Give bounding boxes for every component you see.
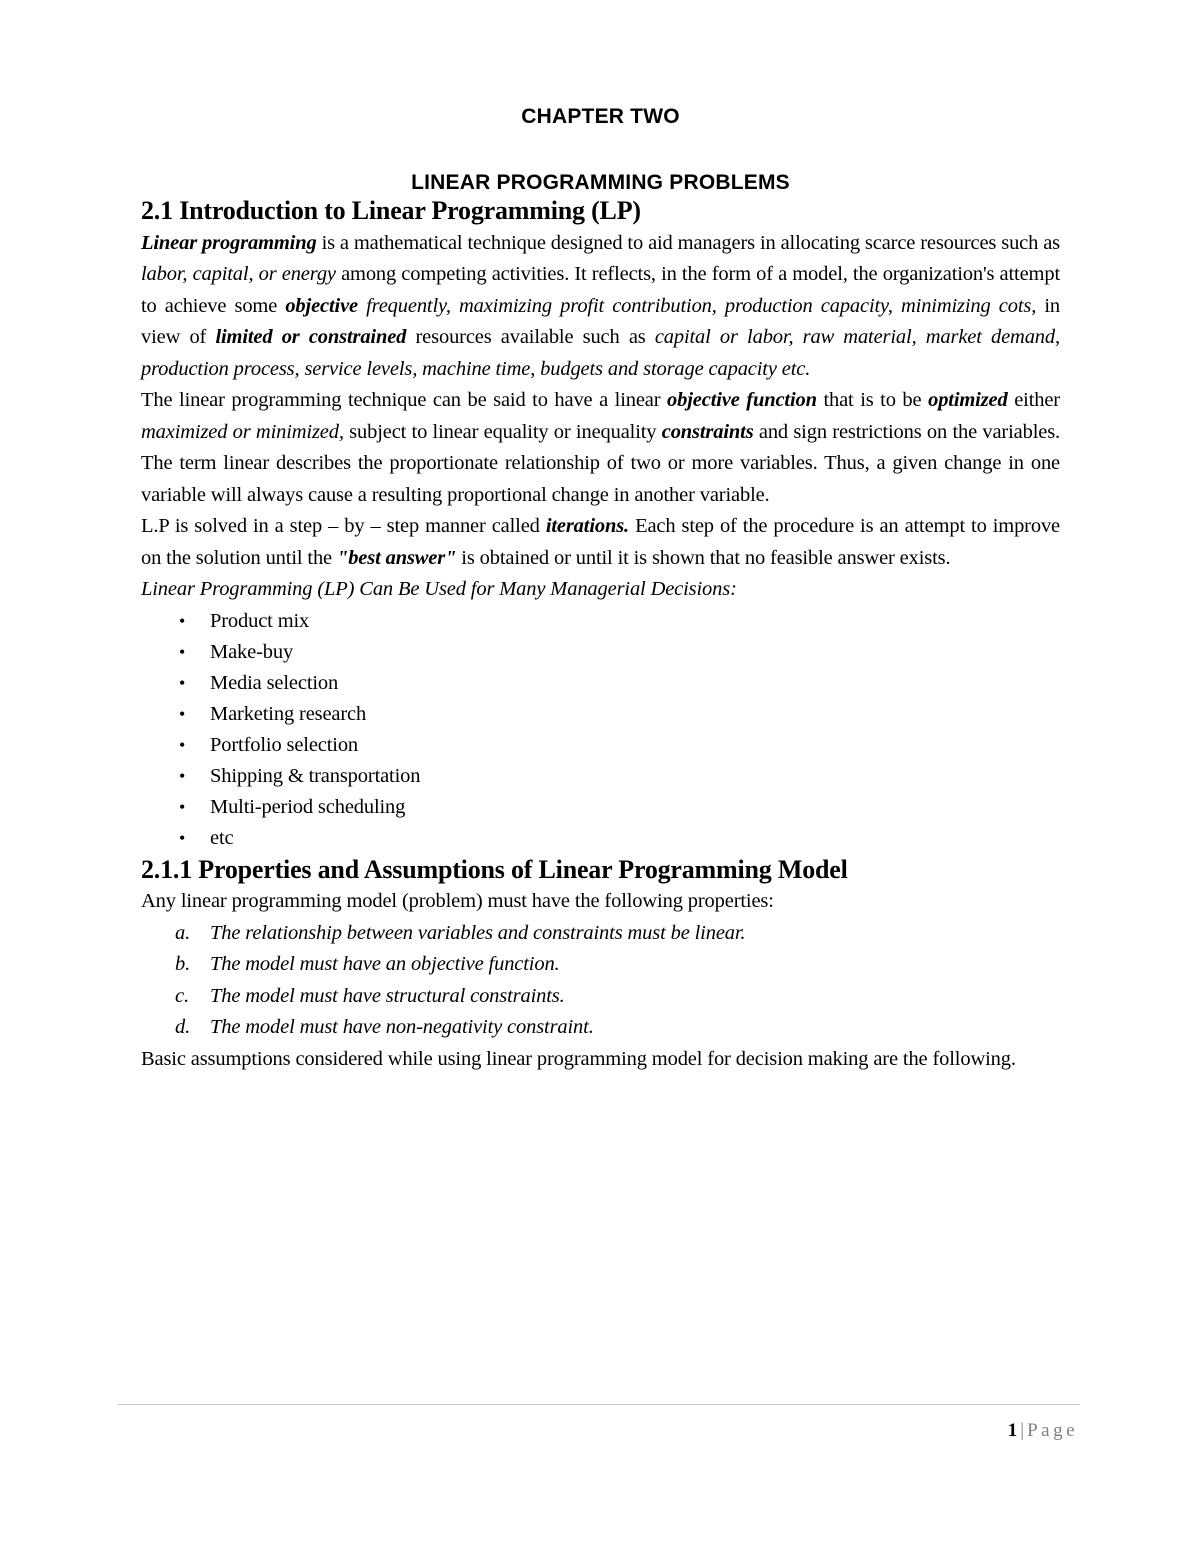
bullet-icon: • xyxy=(179,703,186,724)
list-item-label: The model must have an objective function. xyxy=(210,953,560,976)
bullet-icon: • xyxy=(179,610,186,631)
list-item xyxy=(141,668,1060,699)
bullet-icon: • xyxy=(179,641,186,662)
emph-objective-function: objective function xyxy=(667,389,817,412)
emph-frequently-maximizing: frequently, maximizing profit contribution, production capacity, minimizing cots, xyxy=(357,294,1037,317)
p1-seg7: in view of xyxy=(141,294,1060,349)
page-footer xyxy=(118,1404,1080,1443)
emph-best-answer: "best answer" xyxy=(336,546,457,569)
list-item-label: Portfolio selection xyxy=(210,733,359,756)
list-item-label: The model must have non-negativity constraint. xyxy=(210,1016,594,1039)
list-item-label: The model must have structural constraints. xyxy=(210,984,565,1007)
managerial-decisions-italic-text: Linear Programming (LP) Can Be Used for Many Managerial Decisions: xyxy=(141,578,737,601)
p2-seg9: and sign restrictions on the variables. The term linear describes the proportionate relationship of two or more variables. Thus, a given change in one variable will always cause a resulting proportional change in another variable. xyxy=(141,420,1060,506)
footer-divider xyxy=(118,1404,1080,1405)
p3-seg5: is obtained or until it is shown that no feasible answer exists. xyxy=(456,546,951,569)
list-item xyxy=(141,730,1060,761)
footer-page-indicator xyxy=(118,1419,1080,1443)
list-item-marker: c. xyxy=(175,984,189,1007)
p1-seg9: resources available such as xyxy=(406,326,655,349)
list-item xyxy=(141,761,1060,792)
list-item-label: Make-buy xyxy=(210,640,294,663)
heading-2-1-1-properties: 2.1.1 Properties and Assumptions of Linear Programming Model xyxy=(141,854,848,884)
list-item xyxy=(141,981,1060,1013)
managerial-decisions-lead-in xyxy=(141,574,1060,606)
properties-lead-in: Any linear programming model (problem) must have the following properties: xyxy=(141,890,774,913)
list-item-label: Media selection xyxy=(210,671,339,694)
list-item-label: Marketing research xyxy=(210,702,367,725)
bullet-icon: • xyxy=(179,796,186,817)
heading-2-1-introduction: 2.1 Introduction to Linear Programming (LP) xyxy=(141,196,641,226)
list-item-label: Shipping & transportation xyxy=(210,764,421,787)
list-item xyxy=(141,637,1060,668)
p2-seg1: The linear programming technique can be said to have a linear xyxy=(141,389,668,412)
paragraph-objective-function xyxy=(141,385,1060,511)
p1-seg4: among competing activities. It reflects, in the form of a model, the organization's attempt to achieve some xyxy=(141,263,1060,317)
subject-title: LINEAR PROGRAMMING PROBLEMS xyxy=(411,171,790,195)
list-item-marker: d. xyxy=(175,1016,191,1039)
emph-labor-capital-energy: labor, capital, or energy xyxy=(141,263,336,286)
emph-linear-programming: Linear programming xyxy=(141,231,317,254)
footer-separator: | xyxy=(1020,1420,1025,1441)
list-item-marker: a. xyxy=(175,921,191,944)
paragraph-iterations xyxy=(141,511,1060,574)
p2-seg5: either xyxy=(1007,389,1060,412)
list-item-label: Multi-period scheduling xyxy=(210,795,406,818)
list-item-label: Product mix xyxy=(210,609,310,632)
p2-seg3: that is to be xyxy=(816,389,929,412)
paragraph-basic-assumptions: Basic assumptions considered while using linear programming model for decision making are the following. xyxy=(141,1047,1016,1070)
list-item xyxy=(141,699,1060,730)
emph-maximized-or-minimized: maximized or minimized, xyxy=(141,420,344,443)
footer-page-number: 1 xyxy=(1007,1420,1018,1441)
bullet-icon: • xyxy=(179,734,186,755)
list-item xyxy=(141,823,1060,854)
properties-list xyxy=(141,918,1060,1044)
p2-seg7: subject to linear equality or inequality xyxy=(343,420,662,443)
list-item xyxy=(141,1012,1060,1044)
page-content xyxy=(141,0,1060,1075)
paragraph-linear-programming-definition xyxy=(141,228,1060,386)
emph-limited-or-constrained: limited or constrained xyxy=(215,326,407,349)
managerial-decisions-list xyxy=(141,606,1060,854)
emph-optimized: optimized xyxy=(928,389,1008,412)
p1-seg2: is a mathematical technique designed to aid managers in allocating scarce resources such as xyxy=(316,231,1060,254)
list-item xyxy=(141,918,1060,950)
list-item-label: etc xyxy=(210,826,234,849)
list-item-label: The relationship between variables and constraints must be linear. xyxy=(210,921,746,944)
list-item xyxy=(141,792,1060,823)
chapter-title: CHAPTER TWO xyxy=(521,105,680,128)
list-item xyxy=(141,606,1060,637)
emph-resource-examples: capital or labor, raw material, market demand, production process, service levels, machine time, budgets and storage capacity etc. xyxy=(141,326,1060,380)
emph-constraints: constraints xyxy=(661,420,754,443)
p3-seg1: L.P is solved in a step – by – step manner called xyxy=(141,515,546,538)
bullet-icon: • xyxy=(179,672,186,693)
emph-objective: objective xyxy=(285,294,358,317)
bullet-icon: • xyxy=(179,827,186,848)
footer-page-word: Page xyxy=(1027,1420,1078,1441)
p3-seg3: Each step of the procedure is an attempt to improve on the solution until the xyxy=(141,515,1060,569)
list-item-marker: b. xyxy=(175,953,191,976)
list-item xyxy=(141,949,1060,981)
emph-iterations: iterations. xyxy=(545,515,630,538)
bullet-icon: • xyxy=(179,765,186,786)
